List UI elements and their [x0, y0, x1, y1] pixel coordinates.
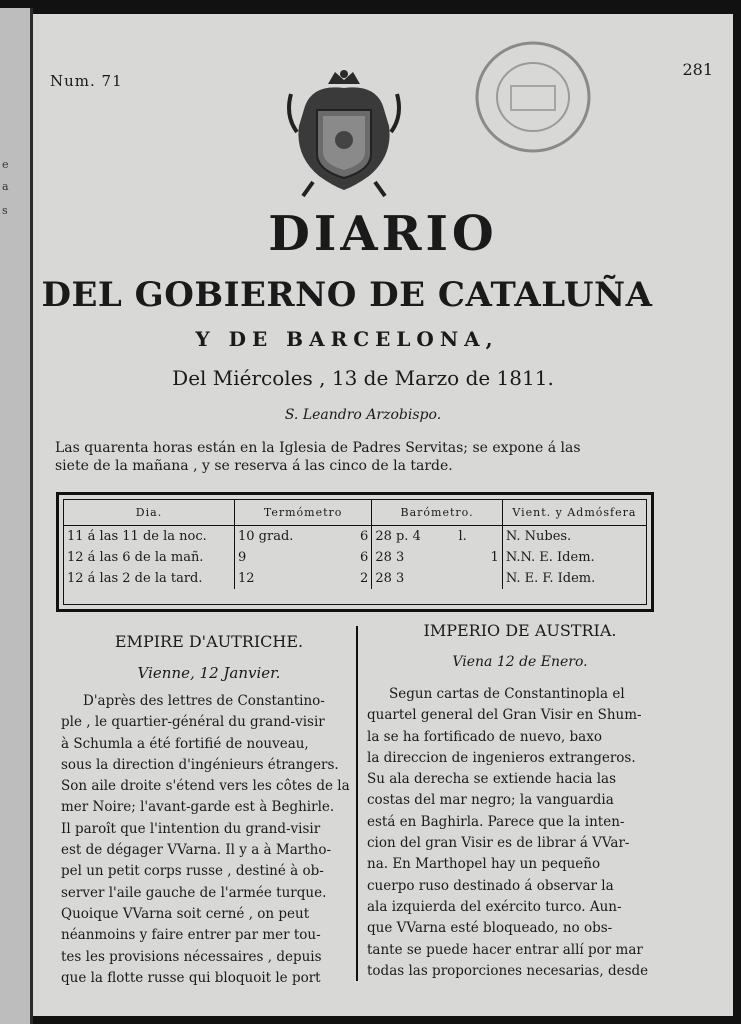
- text-line: Il paroît que l'intention du grand-visir: [61, 820, 321, 837]
- text-line: mer Noire; l'avant-garde est à Beghirle.: [61, 799, 335, 816]
- masthead-subtitle: DEL GOBIERNO DE CATALUÑA: [41, 275, 653, 315]
- cell-termo-frac: 2: [360, 571, 369, 586]
- text-line: Son aile droite s'étend vers les côtes de la: [61, 778, 350, 795]
- text-line: néanmoins y faire entrer par mer tou-: [61, 927, 321, 944]
- text-line: est de dégager VVarna. Il y a à Martho-: [61, 842, 332, 859]
- text-line: cuerpo ruso destinado á observar la: [367, 877, 614, 894]
- text-line: que VVarna esté bloqueado, no obs-: [367, 920, 613, 937]
- text-line: sous la direction d'ingénieurs étrangers.: [61, 756, 339, 773]
- cell-baro: 28 p. 4: [372, 526, 456, 548]
- cell-baro-lines: [456, 568, 479, 589]
- left-column-heading: EMPIRE D'AUTRICHE.: [114, 632, 304, 651]
- cell-dia: 11 á las 11 de la noc.: [67, 529, 207, 544]
- text-line: server l'aile gauche de l'armée turque.: [61, 884, 327, 901]
- text-line: tes les provisions nécessaires , depuis: [61, 948, 322, 965]
- column-divider: [356, 626, 358, 981]
- cell-baro-lines: [456, 547, 479, 568]
- coat-of-arms-icon: [283, 66, 405, 198]
- cell-termo-frac: 6: [360, 529, 369, 544]
- text-line: ple , le quartier-général du grand-visir: [61, 714, 325, 731]
- cell-baro-lines: l.: [458, 529, 467, 544]
- cell-termo: 9: [235, 547, 346, 568]
- left-column-dateline: Vienne, 12 Janvier.: [137, 664, 281, 682]
- cell-termo: 12: [235, 568, 346, 589]
- page-number: 281: [682, 60, 713, 79]
- text-line: ala izquierda del exército turco. Aun-: [367, 898, 622, 915]
- notice-line: Las quarenta horas están en la Iglesia de Padres Servitas; se expone á las: [55, 440, 581, 456]
- text-line: costas del mar negro; la vanguardia: [367, 792, 614, 809]
- notice-line: siete de la mañana , y se reserva á las cinco de la tarde.: [55, 458, 453, 474]
- text-line: quartel general del Gran Visir en Shum-: [367, 707, 642, 724]
- text-line: la direccion de ingenieros extrangeros.: [367, 749, 636, 766]
- right-column-body: [367, 684, 665, 982]
- table-row: [64, 568, 646, 589]
- text-line: Quoique VVarna soit cerné , on peut: [61, 905, 310, 922]
- col-header-barometro: Barómetro.: [372, 500, 503, 526]
- table-row: [64, 547, 646, 568]
- text-line: D'après des lettres de Constantino-: [83, 693, 325, 709]
- issue-date: Del Miércoles , 13 de Marzo de 1811.: [172, 366, 554, 390]
- text-line: que la flotte russe qui bloquoit le port: [61, 969, 321, 986]
- text-line: na. En Marthopel hay un pequeño: [367, 856, 601, 873]
- text-line: à Schumla a été fortifié de nouveau,: [61, 735, 309, 752]
- cell-baro-frac: [479, 526, 503, 548]
- right-column-heading: IMPERIO DE AUSTRIA.: [423, 621, 617, 640]
- text-line: pel un petit corps russe , destiné à ob-: [61, 863, 324, 880]
- facing-page-edge: e a s: [0, 8, 33, 1024]
- table-row: [64, 526, 646, 548]
- text-line: está en Baghirla. Parece que la inten-: [367, 813, 625, 830]
- masthead-title: DIARIO: [268, 206, 498, 262]
- cell-viento: N. Nubes.: [502, 526, 646, 548]
- text-line: todas las proporciones necesarias, desde: [367, 962, 649, 979]
- cell-dia: 12 á las 2 de la tard.: [67, 571, 203, 586]
- col-header-termometro: Termómetro: [235, 500, 372, 526]
- issue-number: Num. 71: [50, 72, 123, 90]
- library-stamp-icon: [471, 36, 595, 158]
- col-header-dia: Dia.: [64, 500, 235, 526]
- right-column-dateline: Viena 12 de Enero.: [452, 654, 588, 670]
- newspaper-page: [33, 14, 733, 1016]
- cell-viento: N. E. F. Idem.: [502, 568, 646, 589]
- cell-baro-frac: [479, 568, 503, 589]
- text-line: tante se puede hacer entrar allí por mar: [367, 941, 643, 958]
- cell-dia: 12 á las 6 de la mañ.: [67, 550, 204, 565]
- cell-baro-frac: 1: [490, 550, 499, 565]
- cell-baro: 28 3: [372, 547, 456, 568]
- col-header-viento: Vient. y Admósfera: [502, 500, 646, 526]
- masthead-subtitle-city: Y DE BARCELONA,: [195, 327, 499, 351]
- text-line: cion del gran Visir es de librar á VVar-: [367, 835, 630, 852]
- cell-viento: N.N. E. Idem.: [502, 547, 646, 568]
- left-column-body: [61, 691, 353, 989]
- text-line: Segun cartas de Constantinopla el: [389, 686, 625, 702]
- text-line: Su ala derecha se extiende hacia las: [367, 771, 617, 788]
- cell-baro: 28 3: [372, 568, 456, 589]
- weather-table-frame: [56, 492, 654, 612]
- cell-termo: 10 grad.: [235, 526, 346, 548]
- saint-of-day: S. Leandro Arzobispo.: [284, 407, 442, 423]
- weather-header-row: [64, 500, 646, 526]
- cell-termo-frac: 6: [360, 550, 369, 565]
- weather-table: [64, 500, 646, 589]
- religious-notice: [55, 439, 665, 475]
- text-line: la se ha fortificado de nuevo, baxo: [367, 728, 602, 745]
